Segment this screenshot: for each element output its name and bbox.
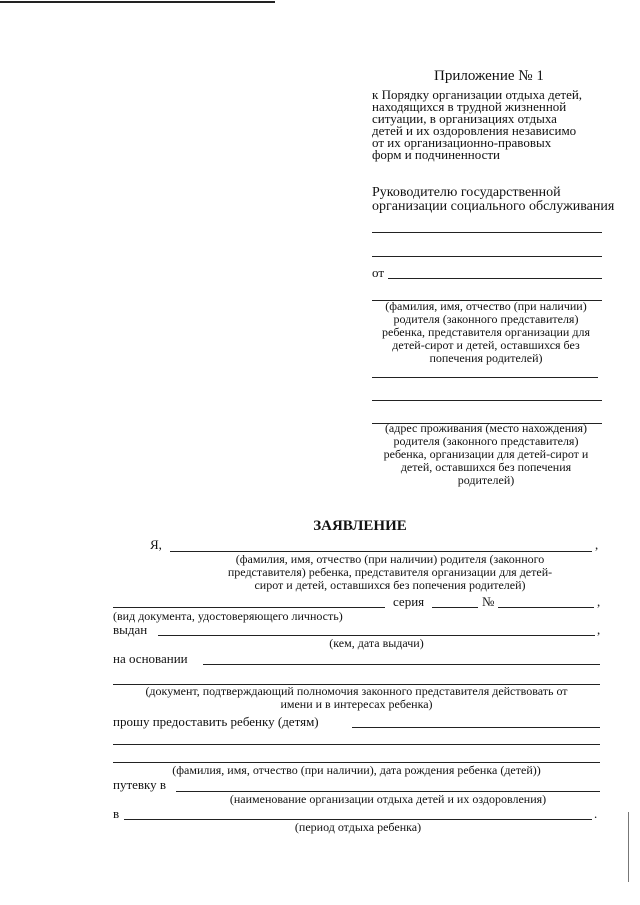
- period-end: .: [594, 806, 598, 821]
- from-field[interactable]: [388, 278, 602, 279]
- caption-line: (фамилия, имя, отчество (при наличии): [385, 299, 587, 313]
- application-heading: ЗАЯВЛЕНИЕ: [313, 518, 407, 534]
- appendix-line: находящихся в трудной жизненной: [372, 99, 567, 114]
- caption-line: родителя (законного представителя): [393, 312, 579, 326]
- period-caption: (период отдыха ребенка): [294, 820, 422, 834]
- scan-edge-mark: [628, 812, 629, 882]
- address-caption: [366, 422, 606, 487]
- caption-line: (документ, подтверждающий полномочия законного представителя действовать от: [145, 684, 568, 698]
- addressee-blank-1[interactable]: [372, 232, 602, 233]
- number-field[interactable]: [498, 607, 594, 608]
- comma: ,: [595, 537, 599, 552]
- caption-line: (адрес проживания (место нахождения): [384, 421, 588, 435]
- caption-line: представителя) ребенка, представителя организации для детей-: [227, 565, 553, 579]
- document-type-field[interactable]: [113, 607, 385, 608]
- appendix-title: Приложение № 1: [434, 68, 544, 84]
- addressee: [372, 186, 614, 214]
- issued-label: выдан: [113, 622, 148, 637]
- from-label: от: [372, 265, 385, 280]
- ya-label: Я,: [150, 537, 162, 552]
- address-blank-2[interactable]: [372, 400, 602, 401]
- appendix-text: [372, 89, 622, 161]
- child-field-2[interactable]: [113, 744, 600, 745]
- caption-line: ребенка, организации для детей-сирот и: [383, 447, 589, 461]
- comma: ,: [597, 622, 601, 637]
- address-blank-1[interactable]: [372, 377, 598, 378]
- appendix-line: ситуации, в организациях отдыха: [372, 111, 557, 126]
- addressee-line: организации социального обслуживания: [372, 199, 615, 214]
- applicant-name-caption: [180, 553, 600, 592]
- basis-field-1[interactable]: [203, 664, 600, 665]
- number-label: №: [482, 594, 495, 609]
- basis-caption: [113, 685, 600, 711]
- caption-line: детей-сирот и детей, оставшихся без: [392, 338, 580, 352]
- series-label: серия: [393, 594, 425, 609]
- appendix-line: к Порядку организации отдыха детей,: [372, 87, 583, 102]
- caption-line: попечения родителей): [429, 351, 543, 365]
- document-type-caption: (вид документа, удостоверяющего личность): [113, 609, 343, 623]
- caption-line: родителей): [457, 473, 515, 487]
- voucher-label: путевку в: [113, 777, 167, 792]
- caption-line: ребенка, представителя организации для: [382, 325, 590, 339]
- comma: ,: [597, 594, 601, 609]
- series-field[interactable]: [432, 607, 478, 608]
- parent-caption: [366, 300, 606, 365]
- caption-line: родителя (законного представителя): [393, 434, 579, 448]
- addressee-line: Руководителю государственной: [372, 185, 561, 200]
- basis-label: на основании: [113, 651, 188, 666]
- child-field-1[interactable]: [352, 727, 600, 728]
- appendix-line: от их организационно-правовых: [372, 135, 552, 150]
- caption-line: сирот и детей, оставшихся без попечения родителей): [254, 578, 526, 592]
- appendix-line: детей и их оздоровления независимо: [372, 123, 577, 138]
- caption-line: (фамилия, имя, отчество (при наличии) родителя (законного: [235, 552, 545, 566]
- issued-caption: (кем, дата выдачи): [329, 636, 424, 650]
- scan-artifact-line: [0, 1, 275, 3]
- child-caption: (фамилия, имя, отчество (при наличии), дата рождения ребенка (детей)): [172, 763, 541, 777]
- addressee-blank-2[interactable]: [372, 256, 602, 257]
- caption-line: имени и в интересах ребенка): [280, 697, 433, 711]
- period-label: в: [113, 806, 120, 821]
- voucher-caption: (наименование организации отдыха детей и их оздоровления): [229, 792, 547, 806]
- request-label: прошу предоставить ребенку (детям): [113, 714, 319, 729]
- appendix-line: форм и подчиненности: [372, 147, 500, 162]
- caption-line: детей, оставшихся без попечения: [400, 460, 572, 474]
